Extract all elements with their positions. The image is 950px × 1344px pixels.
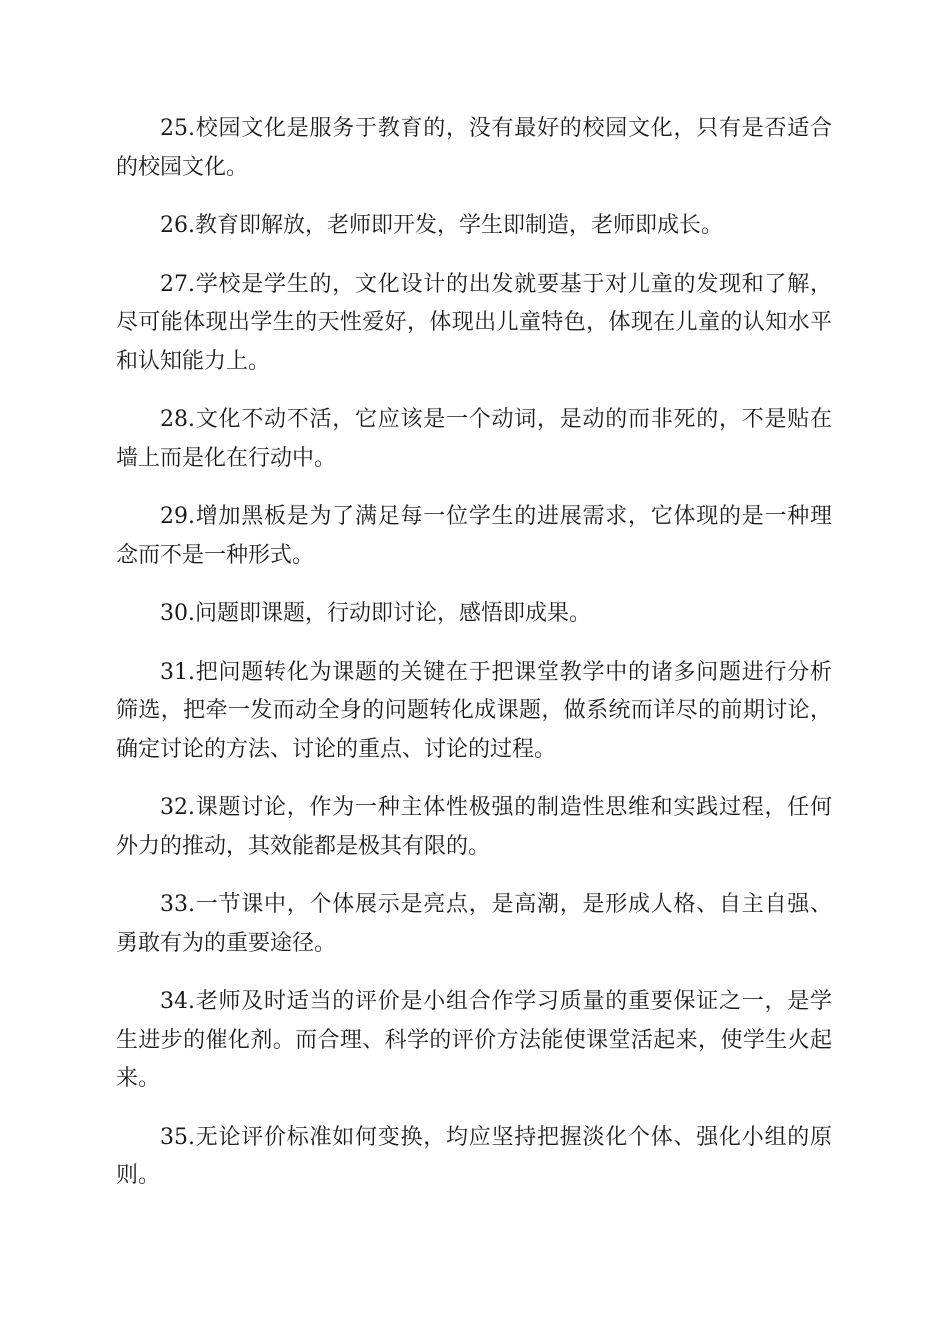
paragraph-31: 31.把问题转化为课题的关键在于把课堂教学中的诸多问题进行分析筛选，把牵一发而动全身的问题转化成课题，做系统而详尽的前期讨论，确定讨论的方法、讨论的重点、讨论的过程。 <box>116 659 832 762</box>
paragraph-34: 34.老师及时适当的评价是小组合作学习质量的重要保证之一，是学生进步的催化剂。而合理、科学的评价方法能使课堂活起来，使学生火起来。 <box>116 989 832 1091</box>
paragraph-25: 25.校园文化是服务于教育的，没有最好的校园文化，只有是否适合的校园文化。 <box>116 116 832 180</box>
paragraph-28: 28.文化不动不活，它应该是一个动词，是动的而非死的，不是贴在墙上而是化在行动中。 <box>116 407 832 471</box>
paragraph-33: 33.一节课中，个体展示是亮点，是高潮，是形成人格、自主自强、勇敢有为的重要途径。 <box>116 892 832 956</box>
paragraph-29: 29.增加黑板是为了满足每一位学生的进展需求，它体现的是一种理念而不是一种形式。 <box>116 504 832 568</box>
paragraph-26: 26.教育即解放，老师即开发，学生即制造，老师即成长。 <box>160 213 723 238</box>
paragraph-35: 35.无论评价标准如何变换，均应坚持把握淡化个体、强化小组的原则。 <box>116 1124 832 1188</box>
document-body <box>116 110 832 1216</box>
paragraph-30: 30.问题即课题，行动即讨论，感悟即成果。 <box>160 601 591 626</box>
paragraph-27: 27.学校是学生的，文化设计的出发就要基于对儿童的发现和了解，尽可能体现出学生的天性爱好，体现出儿童特色，体现在儿童的认知水平和认知能力上。 <box>116 271 832 374</box>
paragraph-32: 32.课题讨论，作为一种主体性极强的制造性思维和实践过程，任何外力的推动，其效能都是极其有限的。 <box>116 795 832 859</box>
